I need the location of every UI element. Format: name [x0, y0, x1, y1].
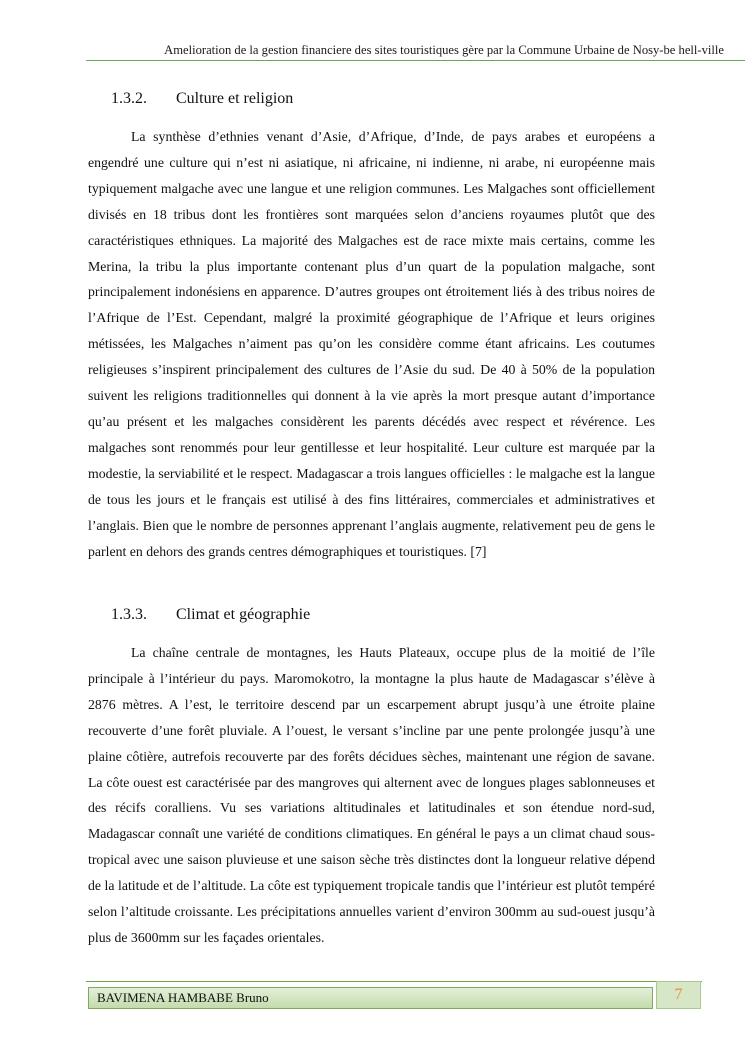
running-header: Amelioration de la gestion financiere des sites touristiques gère par la Commune Urbaine de Nosy-be hell-ville	[164, 43, 724, 57]
section-title: Climat et géographie	[176, 606, 311, 623]
section-number: 1.3.3.	[111, 606, 147, 623]
section-number: 1.3.2.	[111, 90, 147, 107]
section-paragraph-culture: La synthèse d’ethnies venant d’Asie, d’Afrique, d’Inde, de pays arabes et européens a engendré une culture qui n’est ni asiatique, ni africaine, ni indienne, ni arabe, ni européenne mais typiquement malgache avec une langue et une religion communes. Les Malgaches sont officiellement divisés en 18 tribus dont les frontières sont marquées selon d’anciens royaumes plutôt que des caractéristiques ethniques. La majorité des Malgaches est de race mixte mais certains, comme les Merina, la tribu la plus importante contenant plus d’un quart de la population malgache, sont principalement indonésiens en apparence. D’autres groupes ont étroitement liés à des tribus noires de l’Afrique de l’Est. Cependant, malgré la proximité géographique de l’Afrique et leurs origines métissées, les Malgaches n’aiment pas qu’on les considère comme étant africains. Les coutumes religieuses s’inspirent principalement des cultures de l’Asie du sud. De 40 à 50% de la population suivent les religions traditionnelles qui donnent à la vie après la mort presque autant d’importance qu’au présent et les malgaches considèrent les parents décédés avec respect et révérence. Les malgaches sont renommés pour leur gentillesse et leur hospitalité. Leur culture est marquée par la modestie, la serviabilité et le respect. Madagascar a trois langues officielles : le malgache est la langue de tous les jours et le français est utilisé à des fins littéraires, commerciales et administratives et l’anglais. Bien que le nombre de personnes apprenant l’anglais augmente, relativement peu de gens le parlent en dehors des grands centres démographiques et touristiques. [7]	[88, 129, 655, 559]
section-heading-climat	[111, 605, 310, 625]
section-title: Culture et religion	[176, 90, 294, 107]
footer-divider	[86, 981, 702, 982]
section-paragraph-climat: La chaîne centrale de montagnes, les Hauts Plateaux, occupe plus de la moitié de l’île principale à l’intérieur du pays. Maromokotro, la montagne la plus haute de Madagascar s’élève à 2876 mètres. A l’est, le territoire descend par un escarpement abrupt jusqu’à une étroite plaine recouverte d’une forêt pluviale. A l’ouest, le versant s’incline par une pente prolongée jusqu’à une plaine côtière, autrefois recouverte par des forêts décidues sèches, maintenant une région de savane. La côte ouest est caractérisée par des mangroves qui alternent avec de longues plages sablonneuses et des récifs coralliens. Vu ses variations altitudinales et latitudinales et son étendue nord-sud, Madagascar connaît une variété de conditions climatiques. En général le pays a un climat chaud sous-tropical avec une saison pluvieuse et une saison sèche très distinctes dont la longueur relative dépend de la latitude et de l’altitude. La côte est typiquement tropicale tandis que l’intérieur est plutôt tempéré selon l’altitude croissante. Les précipitations annuelles varient d’environ 300mm au sud-ouest jusqu’à plus de 3600mm sur les façades orientales.	[88, 645, 655, 945]
header-divider	[86, 60, 745, 61]
page-number: 7	[656, 981, 701, 1009]
section-heading-culture	[111, 89, 293, 109]
footer-author: BAVIMENA HAMBABE Bruno	[88, 987, 653, 1009]
